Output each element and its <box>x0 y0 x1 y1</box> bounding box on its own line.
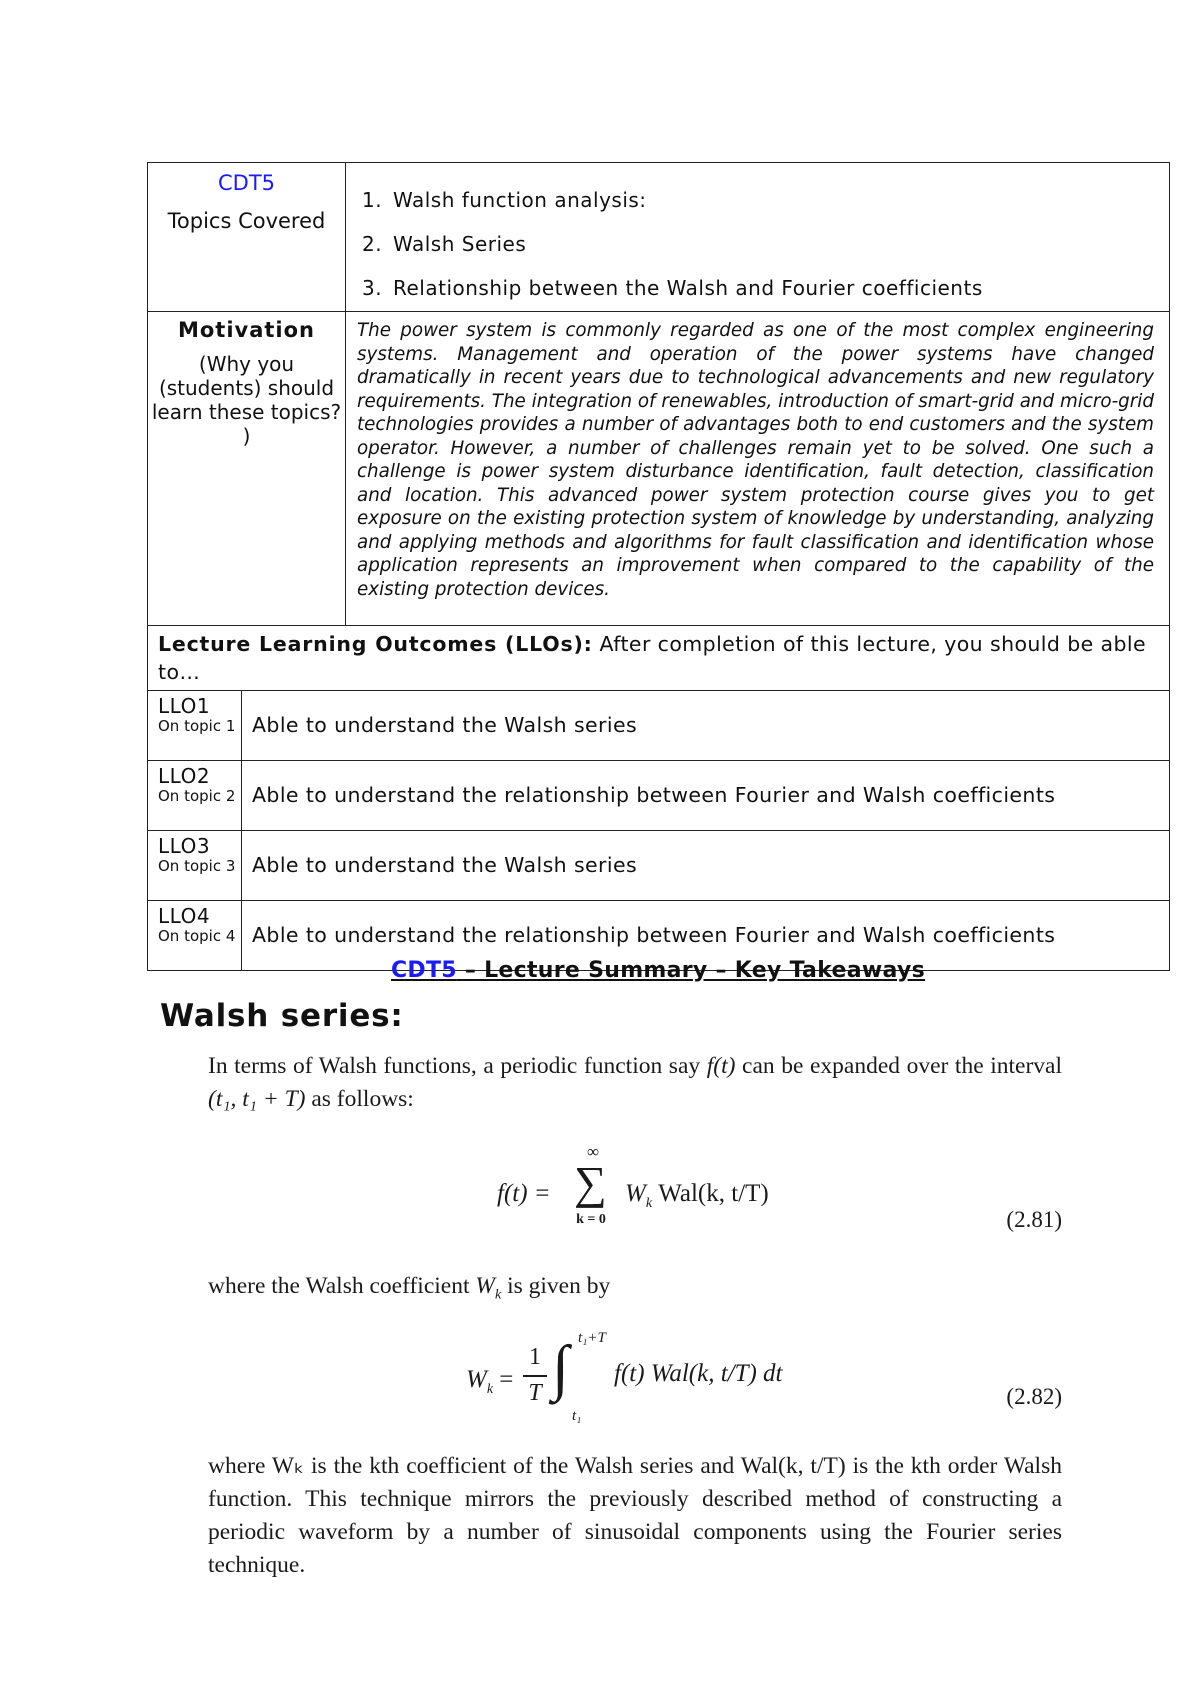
topic-item: 3. Relationship between the Walsh and Fourier coefficients <box>389 266 1168 310</box>
interval-symbol: (t₁, t₁ + T) <box>208 1086 306 1112</box>
llo-heading <box>148 625 1170 690</box>
llo-description: Able to understand the relationship between Fourier and Walsh coefficients <box>242 900 1170 970</box>
func-symbol: f(t) <box>706 1053 736 1079</box>
llo-description: Able to understand the Walsh series <box>242 830 1170 900</box>
motivation-label-cell <box>148 312 346 626</box>
motivation-subtitle: (Why you (students) should learn these topics? ) <box>151 352 342 448</box>
frac-numerator: 1 <box>529 1344 541 1370</box>
llo-description: Able to understand the relationship between Fourier and Walsh coefficients <box>242 760 1170 830</box>
topics-cell <box>346 163 1170 312</box>
fraction-bar <box>523 1375 547 1377</box>
cdt-code: CDT5 <box>217 171 276 195</box>
walsh-series-heading: Walsh series: <box>160 998 404 1034</box>
topic-item: 2. Walsh Series <box>389 222 1168 266</box>
llo-code: LLO3 <box>158 833 211 858</box>
eq1-w: W <box>625 1180 646 1207</box>
summary-title: – Lecture Summary – Key Takeaways <box>456 958 926 983</box>
sigma-symbol: ∑ <box>574 1157 607 1208</box>
llo-row <box>148 690 1170 760</box>
topics-covered-label: Topics Covered <box>167 209 326 233</box>
eq1-sum-bottom: k = 0 <box>576 1212 606 1227</box>
motivation-text: The power system is commonly regarded as one of the most complex engineering systems. Management and operation of the power systems have changed dramatically in recent years due to technological advancements and new regulatory requirements. The integration of renewables, introduction of smart-grid and micro-grid technologies provides a number of advantages both to end customers and the system operator. However, a number of challenges remain yet to be solved. One such a challenge is power system disturbance identification, fault detection, classification and location. This advanced power system protection course gives you to get exposure on the existing protection system of knowledge by understanding, analyzing and applying methods and algorithms for fault classification and identification whose application represents an improvement when compared to the capability of the existing protection devices. <box>357 320 1154 600</box>
llo-code: LLO2 <box>158 763 211 788</box>
summary-heading <box>147 958 1169 983</box>
eq1-wal: Wal(k, t/T) <box>658 1180 769 1207</box>
llo-code: LLO4 <box>158 903 211 928</box>
int-upper-limit: t₁+T <box>578 1330 606 1346</box>
eq2-w: W <box>466 1366 487 1393</box>
integral-symbol: ∫ <box>552 1334 569 1402</box>
motivation-title: Motivation <box>177 318 316 342</box>
topics-table <box>147 162 1170 626</box>
eq-number-2-82: (2.82) <box>1006 1384 1062 1409</box>
llo-table <box>147 625 1170 971</box>
equation-2-82: $W_k$ = 1 T ∫ t₁+T t₁ f(t) Wal(k, t/T) dt <box>466 1330 783 1424</box>
frac-denominator: T <box>528 1380 542 1406</box>
intro-paragraph: In terms of Walsh functions, a periodic function say f(t) can be expanded over the interval (t₁, t₁ + T) as follows: <box>208 1053 1062 1112</box>
where-w: W <box>475 1273 495 1299</box>
lecture-sheet <box>147 162 1169 971</box>
llo-row <box>148 760 1170 830</box>
llo-description: Able to understand the Walsh series <box>242 690 1170 760</box>
motivation-text-cell <box>346 312 1170 626</box>
final-paragraph: where Wₖ is the kth coefficient of the Walsh series and Wal(k, t/T) is the kth order Walsh function. This technique mirrors the previously described method of constructing a periodic waveform by a number of sinusoidal components using the Fourier series technique. <box>208 1453 1062 1578</box>
llo-on-topic: On topic 2 <box>158 786 236 805</box>
eq-number-2-81: (2.81) <box>1006 1207 1062 1232</box>
eq1-sum-top: ∞ <box>586 1142 600 1161</box>
llo-on-topic: On topic 3 <box>158 856 236 875</box>
summary-code: CDT5 <box>390 958 457 983</box>
topics-list <box>347 178 1168 310</box>
eq1-lhs: f(t) = <box>497 1180 551 1207</box>
llo-heading-bold: Lecture Learning Outcomes (LLOs): <box>158 631 593 656</box>
llo-code: LLO1 <box>158 693 211 718</box>
where-w-sub: k <box>494 1287 502 1303</box>
llo-on-topic: On topic 4 <box>158 926 236 945</box>
llo-on-topic: On topic 1 <box>158 716 236 735</box>
llo-row <box>148 830 1170 900</box>
eq1-w-sub: k <box>645 1196 653 1211</box>
equation-2-81 <box>497 1142 817 1240</box>
where-paragraph: where the Walsh coefficient $W_k$ is given by <box>208 1273 611 1303</box>
eq2-w-sub: k <box>486 1382 494 1397</box>
topic-item: 1. Walsh function analysis: <box>389 178 1168 222</box>
llo-heading-rest: After completion of this lecture, you should be able to… <box>158 631 1147 684</box>
eq2-integrand: f(t) Wal(k, t/T) dt <box>614 1360 783 1387</box>
int-lower-limit: t₁ <box>572 1408 582 1424</box>
cdt-cell <box>148 163 346 312</box>
